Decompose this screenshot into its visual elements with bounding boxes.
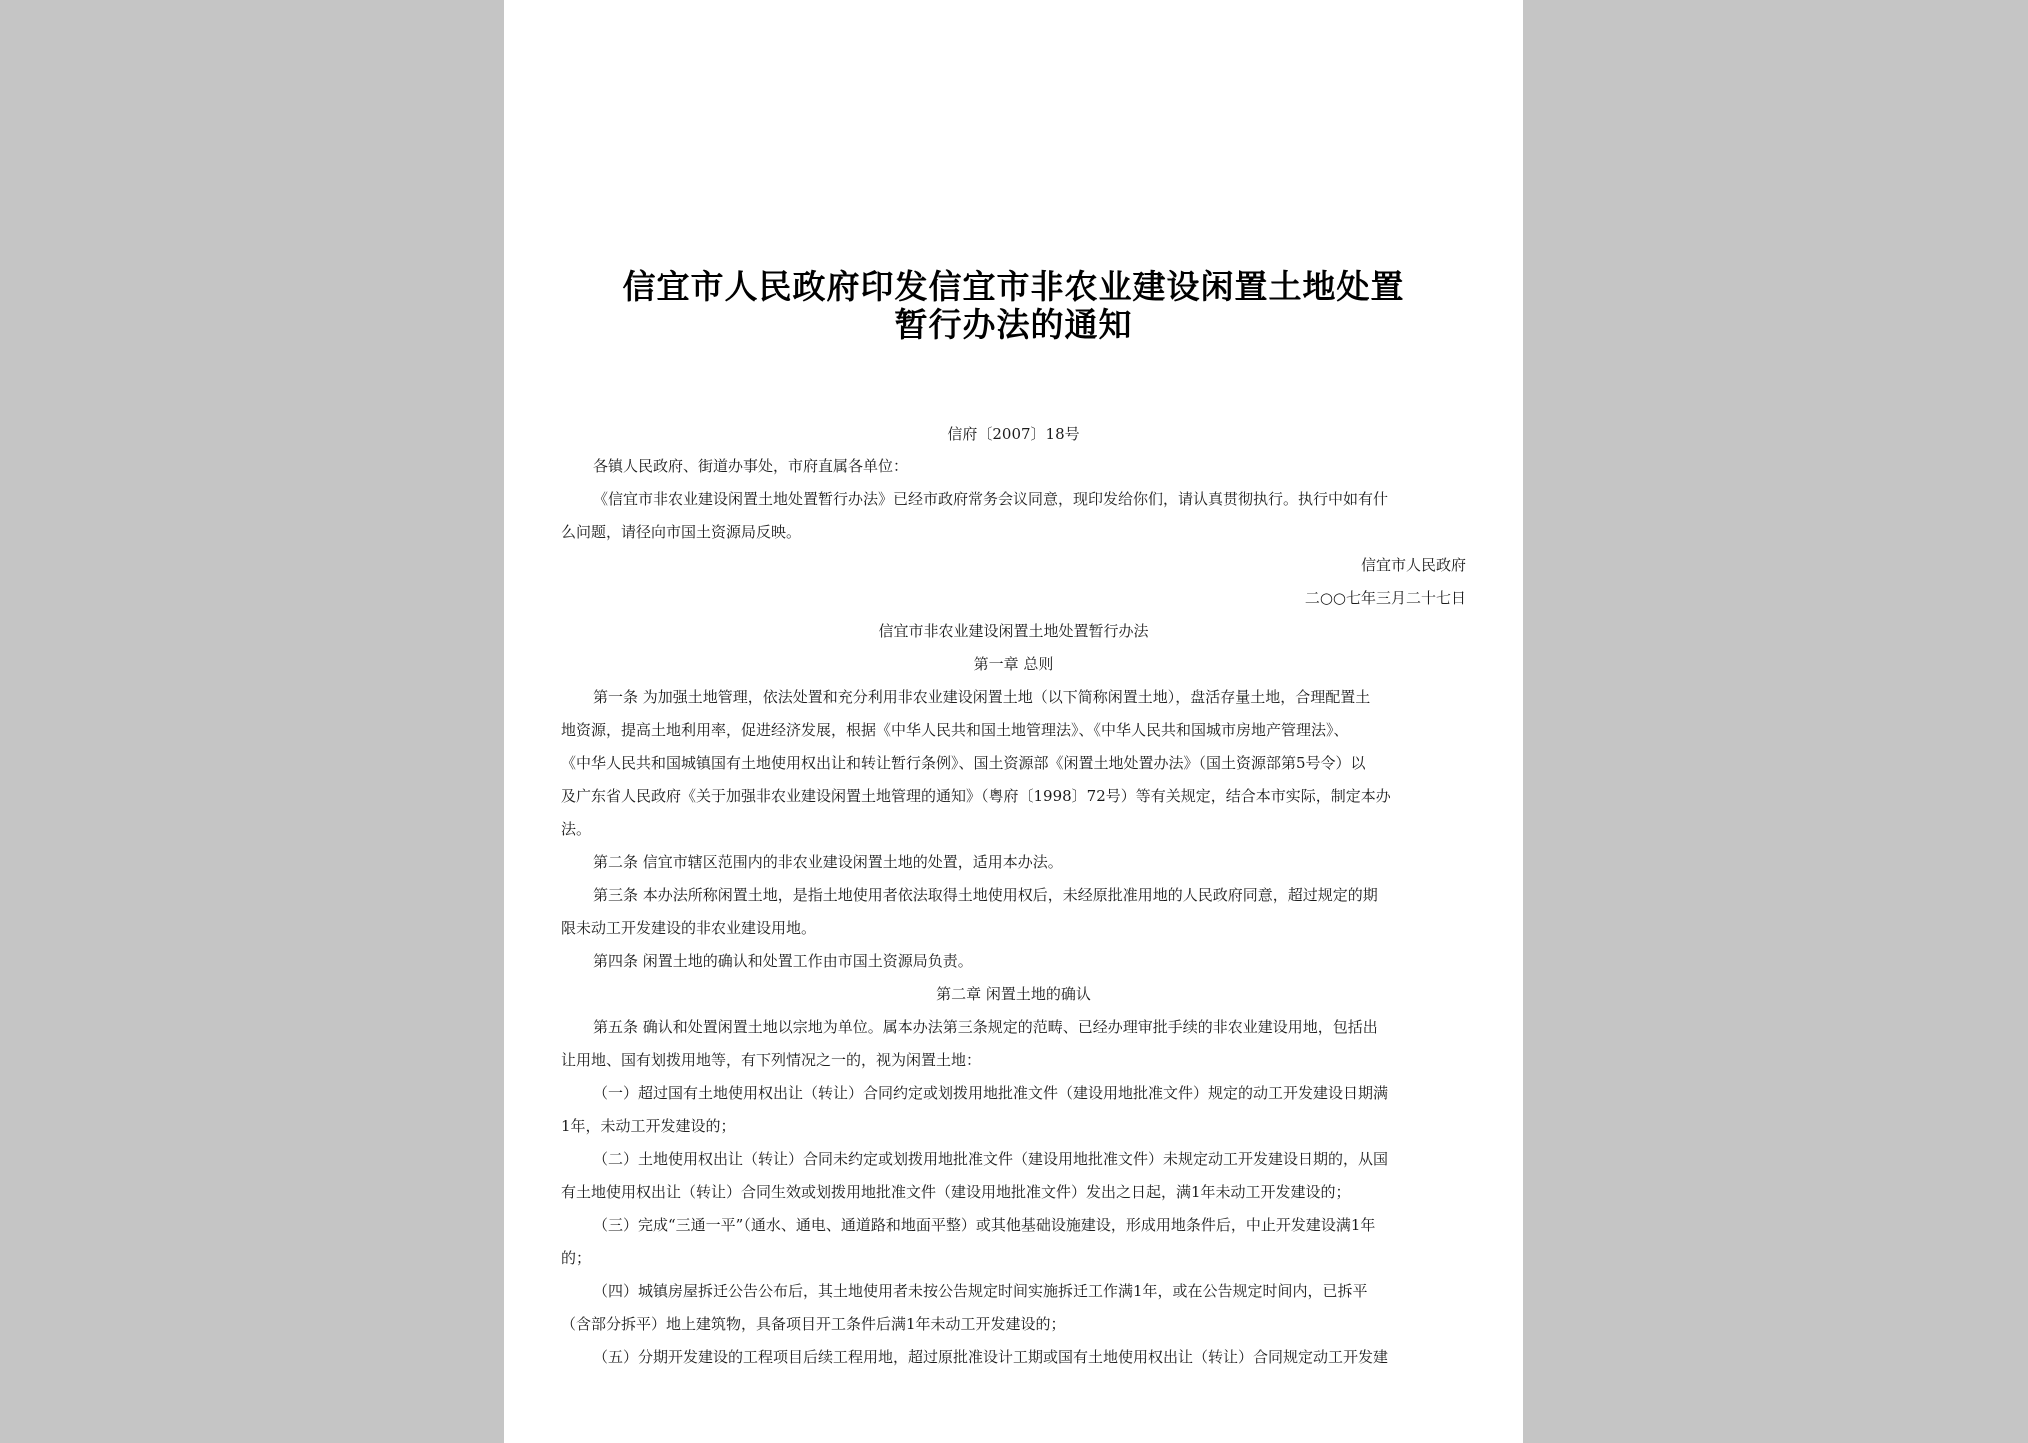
document-page xyxy=(504,0,1523,1443)
article-4: 第四条 闲置土地的确认和处置工作由市国土资源局负责。 xyxy=(593,952,973,970)
article-1-line-1: 第一条 为加强土地管理，依法处置和充分利用非农业建设闲置土地（以下简称闲置土地），盘活存量土地，合理配置土 xyxy=(593,688,1371,706)
document-title-line-2: 暂行办法的通知 xyxy=(894,305,1133,344)
article-1-line-5: 法。 xyxy=(561,820,592,838)
addressee: 各镇人民政府、街道办事处，市府直属各单位： xyxy=(593,457,909,475)
article-1-line-2: 地资源，提高土地利用率，促进经济发展，根据《中华人民共和国土地管理法》、《中华人民共和国城市房地产管理法》、 xyxy=(561,721,1349,739)
item-4-line-2: （含部分拆平）地上建筑物，具备项目开工条件后满1年未动工开发建设的； xyxy=(561,1315,1066,1333)
item-1-line-2: 1年，未动工开发建设的； xyxy=(561,1117,736,1135)
article-1-line-3: 《中华人民共和国城镇国有土地使用权出让和转让暂行条例》、国土资源部《闲置土地处置办法》（国土资源部第5号令）以 xyxy=(561,754,1366,772)
chapter-2-heading: 第二章 闲置土地的确认 xyxy=(936,985,1091,1003)
article-5-line-2: 让用地、国有划拨用地等，有下列情况之一的，视为闲置土地： xyxy=(561,1051,982,1069)
article-2: 第二条 信宜市辖区范围内的非农业建设闲置土地的处置，适用本办法。 xyxy=(593,853,1063,871)
article-3-line-2: 限未动工开发建设的非农业建设用地。 xyxy=(561,919,817,937)
document-number: 信府〔2007〕18号 xyxy=(947,425,1080,443)
article-5-line-1: 第五条 确认和处置闲置土地以宗地为单位。属本办法第三条规定的范畴、已经办理审批手续的非农业建设用地，包括出 xyxy=(593,1018,1378,1036)
item-2-line-2: 有土地使用权出让（转让）合同生效或划拨用地批准文件（建设用地批准文件）发出之日起，满1年未动工开发建设的； xyxy=(561,1183,1351,1201)
chapter-1-heading: 第一章 总则 xyxy=(973,655,1054,673)
signature-date: 二○○七年三月二十七日 xyxy=(1304,589,1466,607)
document-title-line-1: 信宜市人民政府印发信宜市非农业建设闲置土地处置 xyxy=(622,267,1405,306)
signature-org: 信宜市人民政府 xyxy=(1360,556,1466,574)
item-1-line-1: （一）超过国有土地使用权出让（转让）合同约定或划拨用地批准文件（建设用地批准文件）规定的动工开发建设日期满 xyxy=(593,1084,1389,1102)
intro-line-1: 《信宜市非农业建设闲置土地处置暂行办法》已经市政府常务会议同意，现印发给你们，请认真贯彻执行。执行中如有什 xyxy=(593,490,1389,508)
item-5-line-1: （五）分期开发建设的工程项目后续工程用地，超过原批准设计工期或国有土地使用权出让（转让）合同规定动工开发建 xyxy=(593,1348,1389,1366)
item-4-line-1: （四）城镇房屋拆迁公告公布后，其土地使用者未按公告规定时间实施拆迁工作满1年，或在公告规定时间内，已拆平 xyxy=(593,1282,1368,1300)
item-3-line-2: 的； xyxy=(561,1249,592,1267)
intro-line-2: 么问题，请径向市国土资源局反映。 xyxy=(561,523,802,541)
article-3-line-1: 第三条 本办法所称闲置土地，是指土地使用者依法取得土地使用权后，未经原批准用地的人民政府同意，超过规定的期 xyxy=(593,886,1378,904)
item-3-line-1: （三）完成“三通一平”（通水、通电、通道路和地面平整）或其他基础设施建设，形成用地条件后，中止开发建设满1年 xyxy=(593,1216,1376,1234)
article-1-line-4: 及广东省人民政府《关于加强非农业建设闲置土地管理的通知》（粤府〔1998〕72号）等有关规定，结合本市实际，制定本办 xyxy=(561,787,1391,805)
measures-title: 信宜市非农业建设闲置土地处置暂行办法 xyxy=(878,622,1149,640)
item-2-line-1: （二）土地使用权出让（转让）合同未约定或划拨用地批准文件（建设用地批准文件）未规定动工开发建设日期的，从国 xyxy=(593,1150,1389,1168)
